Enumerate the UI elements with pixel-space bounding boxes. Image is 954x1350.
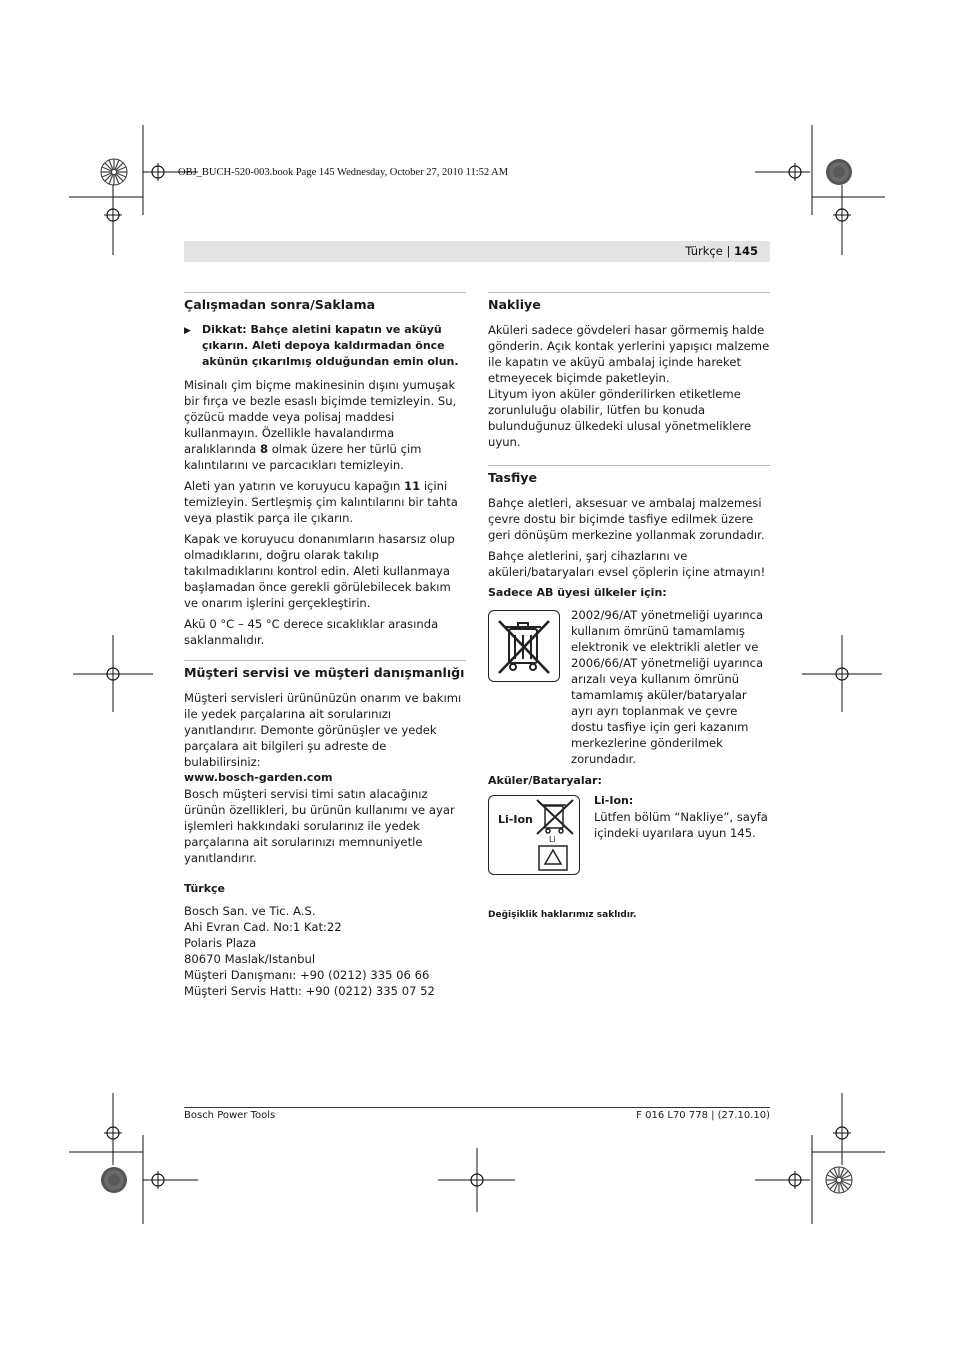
address-line: Polaris Plaza [184, 936, 257, 950]
li-symbol-label: Li [549, 835, 556, 844]
paragraph-battery-temp: Akü 0 °C – 45 °C derece sıcaklıklar arasında saklanmalıdır. [184, 617, 439, 647]
liion-recycling-label [488, 795, 580, 875]
section-title-storage: Çalışmadan sonra/Saklama [184, 297, 376, 312]
section-rule [184, 292, 466, 293]
left-column [184, 292, 466, 999]
liion-text-block [594, 793, 770, 875]
header-language: Türkçe [685, 244, 723, 258]
liion-box-label: Li-Ion [498, 813, 533, 826]
paragraph-transport: Aküleri sadece gövdeleri hasar görmemiş halde gönderin. Açık kontak yerlerini yapışıcı malzeme ile kapatın ve aküyü ambalaj içinde hareket etmeyecek biçimde paketleyin. [488, 323, 770, 385]
address-line: 80670 Maslak/Istanbul [184, 952, 316, 966]
paragraph-service: Müşteri servisleri ürününüzün onarım ve bakımı ile yedek parçalarına ait sorularınızı yanıtlandırır. Demonte görünüşler ve yedek parçalara ait bilgileri şu adreste de bulabilirsiniz: [184, 691, 462, 769]
section-title-transport: Nakliye [488, 297, 541, 312]
liion-block [488, 795, 770, 875]
weee-block [488, 607, 770, 767]
paragraph-no-household: Bahçe aletlerini, şarj cihazlarını ve aküleri/bataryaları evsel çöplerin içine atmayın! [488, 549, 766, 579]
warning-item [184, 322, 466, 370]
address-line: Bosch San. ve Tic. A.S. [184, 904, 316, 918]
weee-text: 2002/96/AT yönetmeliği uyarınca kullanım ömrünü tamamlamış elektronik ve elektrikli aletler ve 2006/66/AT yönetmeliği uyarınca arızalı veya kullanım ömrünü tamamlamış aküler/bataryalar ayrı ayrı toplanmak ve çevre dostu tasfiye için geri kazanım merkezlerine gönderilmek zorundadır. [571, 608, 764, 766]
warning-text: Dikkat: Bahçe aletini kapatın ve aküyü çıkarın. Aleti depoya kaldırmadan önce akünün çıkarılmış olduğundan emin olun. [202, 323, 459, 368]
country-heading: Türkçe [184, 882, 226, 895]
triangle-bullet-icon: ▶ [184, 326, 191, 336]
footer-docnumber: F 016 L70 778 | (27.10.10) [636, 1110, 770, 1121]
section-title-service: Müşteri servisi ve müşteri danışmanlığı [184, 665, 465, 680]
footer-brand: Bosch Power Tools [184, 1110, 276, 1121]
section-rule [488, 292, 770, 293]
page-number: 145 [733, 244, 758, 258]
print-header: OBJ_BUCH-520-003.book Page 145 Wednesday, October 27, 2010 11:52 AM [178, 167, 509, 178]
footer-rule [184, 1107, 770, 1108]
liion-text: Lütfen bölüm “Nakliye”, sayfa içindeki uyarılara uyun 145. [594, 810, 768, 840]
service-address [184, 903, 466, 999]
section-rule [488, 465, 770, 466]
paragraph-service-team: Bosch müşteri servisi timi satın alacağınız ürünün özellikleri, bu ürünün kullanımı ve ayar işlemleri hakkındaki sorularınız ile yedek parçalarına ait sorularınızı memnuniyetle yanıtlandırır. [184, 787, 455, 865]
crossed-bin-icon [488, 610, 560, 682]
liion-title: Li-Ion: [594, 794, 634, 807]
changes-note: Değişiklik haklarımız saklıdır. [488, 910, 637, 920]
paragraph-lithium: Lityum iyon aküler gönderilirken etiketleme zorunluluğu olabilir, lütfen bu konuda bulunduğunuz ülkedeki ulusal yönetmeliklere uyun. [488, 387, 752, 449]
header-separator: | [726, 244, 731, 258]
section-title-disposal: Tasfiye [488, 470, 538, 485]
page-header-text [685, 244, 758, 258]
service-url[interactable]: www.bosch-garden.com [184, 771, 333, 784]
address-line: Müşteri Servis Hattı: +90 (0212) 335 07 52 [184, 984, 435, 998]
batteries-heading: Aküler/Bataryalar: [488, 774, 602, 787]
paragraph-disposal: Bahçe aletleri, aksesuar ve ambalaj malzemesi çevre dostu bir biçimde tasfiye edilmek üzere geri dönüşüm merkezine yollanmak zorundadır. [488, 496, 765, 542]
battery-bin-icon [535, 798, 577, 872]
section-rule [184, 660, 466, 661]
paragraph-inspection: Kapak ve koruyucu donanımların hasarsız olup olmadıklarını, doğru olarak takılıp takılmadıklarını kontrol edin. Aleti kullanmaya başlamadan önce gerekli görülebilecek bakım ve onarım işlerini gerçekleştirin. [184, 532, 455, 610]
paragraph-cleaning: Misinalı çim biçme makinesinin dışını yumuşak bir fırça ve bezle esaslı biçimde temizleyin. Su, çözücü madde veya polisaj maddesi kullanmayın. Özellikle havalandırma aralıklarında 8 olmak üzere her türlü çim kalıntılarını ve parcacıkları temizleyin. [184, 378, 457, 472]
eu-heading: Sadece AB üyesi ülkeler için: [488, 586, 667, 599]
paragraph-guard: Aleti yan yatırın ve koruyucu kapağın 11 içini temizleyin. Sertleşmiş çim kalıntılarını bir tahta veya plastik parça ile çıkarın. [184, 479, 458, 525]
page-header-bar [184, 241, 770, 262]
address-line: Ahi Evran Cad. No:1 Kat:22 [184, 920, 342, 934]
right-column [488, 292, 770, 923]
address-line: Müşteri Danışmanı: +90 (0212) 335 06 66 [184, 968, 430, 982]
